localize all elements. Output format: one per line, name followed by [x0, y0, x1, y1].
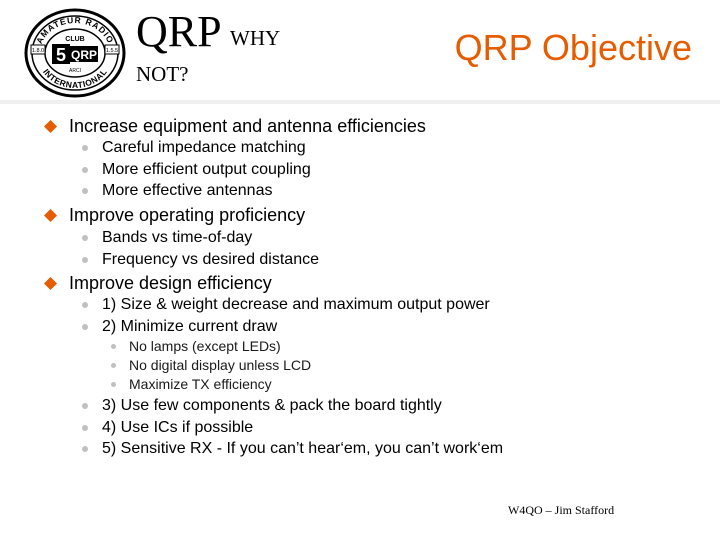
bullet-text: Careful impedance matching	[102, 139, 306, 156]
bullet-level2	[82, 396, 442, 416]
bullet-text: Improve design efficiency	[69, 273, 272, 293]
bullet-text: 2) Minimize current draw	[102, 318, 278, 335]
bullet-level2	[82, 250, 319, 270]
bullet-level1	[44, 115, 426, 137]
bullet-level3	[111, 375, 272, 393]
bullet-text: Maximize TX efficiency	[129, 376, 272, 392]
dot-bullet-icon	[111, 382, 116, 387]
dot-bullet-icon	[82, 446, 88, 452]
header-qrp: QRP	[136, 7, 222, 56]
dot-bullet-icon	[82, 257, 88, 263]
bullet-text: No lamps (except LEDs)	[129, 338, 281, 354]
bullet-text: Improve operating proficiency	[69, 205, 306, 225]
bullet-text: Increase equipment and antenna efficiencies	[69, 116, 426, 136]
dot-bullet-icon	[82, 188, 88, 194]
arci-club-logo-icon	[24, 8, 126, 98]
svg-text:5: 5	[55, 45, 67, 65]
bullet-level2	[82, 228, 252, 248]
bullet-level1	[44, 204, 305, 226]
dot-bullet-icon	[111, 363, 116, 368]
svg-text:ARCI: ARCI	[69, 68, 81, 74]
bullet-level2	[82, 181, 272, 201]
svg-text:INTERNATIONAL: INTERNATIONAL	[41, 66, 109, 91]
header-divider	[0, 100, 720, 104]
svg-text:1.5.5: 1.5.5	[105, 48, 119, 54]
footer-credit: W4QO – Jim Stafford	[508, 503, 615, 517]
bullet-text: 5) Sensitive RX - If you can’t hear‘em, you can’t work‘em	[102, 440, 504, 457]
bullet-level2	[82, 439, 503, 459]
dot-bullet-icon	[82, 403, 88, 409]
header-why: WHY	[230, 26, 281, 50]
svg-text:CLUB: CLUB	[65, 36, 85, 43]
slide-title: QRP Objective	[454, 27, 692, 68]
svg-text:AMATEUR RADIO: AMATEUR RADIO	[34, 14, 116, 46]
dot-bullet-icon	[111, 344, 116, 349]
bullet-level3	[111, 337, 281, 355]
bullet-level3	[111, 356, 311, 374]
bullet-text: 4) Use ICs if possible	[102, 419, 254, 436]
dot-bullet-icon	[82, 145, 88, 151]
bullet-level2	[82, 138, 306, 158]
bullet-text: Frequency vs desired distance	[102, 251, 319, 268]
bullet-text: 1) Size & weight decrease and maximum output power	[102, 296, 490, 313]
dot-bullet-icon	[82, 302, 88, 308]
bullet-text: Bands vs time-of-day	[102, 229, 253, 246]
bullet-text: More effective antennas	[102, 182, 273, 199]
svg-text:1.8.0: 1.8.0	[31, 48, 45, 54]
bullet-level1	[44, 272, 272, 294]
diamond-bullet-icon	[44, 277, 57, 290]
svg-text:QRP: QRP	[70, 48, 98, 62]
bullet-level2	[82, 317, 277, 337]
dot-bullet-icon	[82, 167, 88, 173]
dot-bullet-icon	[82, 324, 88, 330]
diamond-bullet-icon	[44, 120, 57, 133]
bullet-level2	[82, 295, 490, 315]
diamond-bullet-icon	[44, 209, 57, 222]
header-not: NOT?	[136, 62, 189, 86]
dot-bullet-icon	[82, 235, 88, 241]
bullet-text: More efficient output coupling	[102, 161, 311, 178]
bullet-text: No digital display unless LCD	[129, 357, 312, 373]
bullet-level2	[82, 160, 311, 180]
bullet-text: 3) Use few components & pack the board tightly	[102, 397, 442, 414]
dot-bullet-icon	[82, 425, 88, 431]
bullet-level2	[82, 418, 253, 438]
